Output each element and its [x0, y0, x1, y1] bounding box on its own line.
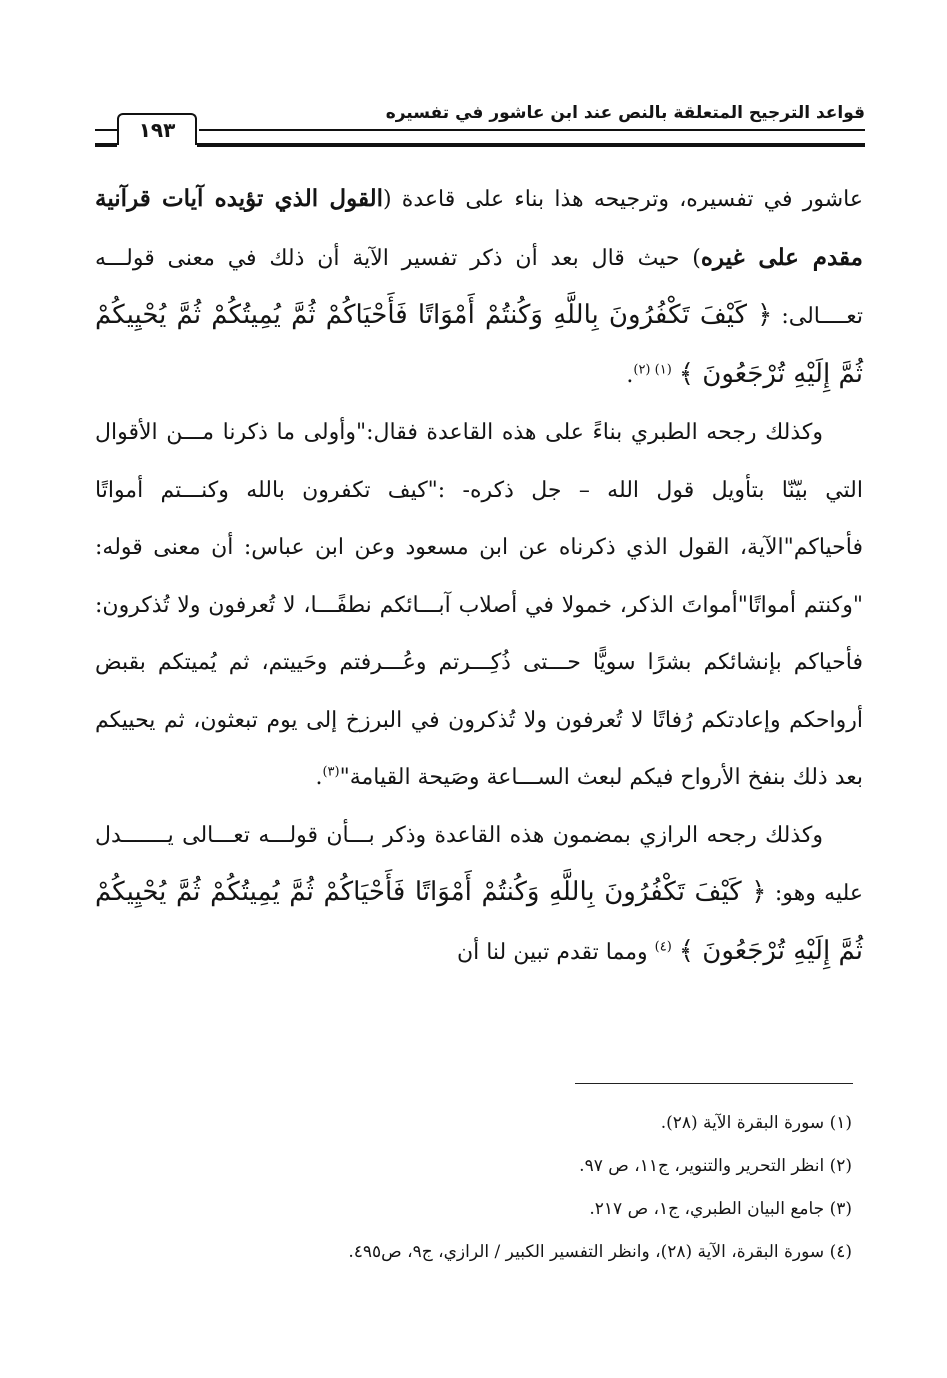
p1-quran-verse: ﴿ كَيْفَ تَكْفُرُونَ بِاللَّهِ وَكُنتُمْ أَمْوَاتًا فَأَحْيَاكُمْ ثُمَّ يُمِيتُكُمْ ثُمَّ يُحْيِيكُمْ ثُمَّ إِلَيْهِ تُرْجَعُونَ ﴾: [95, 300, 863, 389]
p2-footnote-ref: (٣): [322, 764, 340, 780]
header-rule-thin: [199, 129, 865, 131]
paragraph-3: [95, 807, 863, 982]
header-rule-thick-left: [95, 143, 117, 147]
p3-text-1: وكذلك رجحه الرازي بمضمون هذه القاعدة وذكر بـــأن قولـــه تعـــالى يـــــــدل عليه وهو:: [95, 822, 863, 906]
p3-text-2: ومما تقدم تبين لنا أن: [456, 939, 655, 965]
p2-text-2: .: [315, 765, 323, 790]
paragraph-1: [95, 170, 863, 404]
footnotes: [92, 1102, 852, 1274]
footnote-4: (٤) سورة البقرة، الآية (٢٨)، وانظر التفسير الكبير / الرازي، ج٩، ص٤٩٥.: [348, 1242, 852, 1262]
p1-bold-rule: القول الذي تؤيده آيات قرآنية مقدم على غيره: [95, 185, 864, 271]
footnote-2: (٢) انظر التحرير والتنوير، ج١١، ص ٩٧.: [579, 1156, 852, 1176]
footnote-3: (٣) جامع البيان الطبري، ج١، ص ٢١٧.: [589, 1199, 852, 1219]
p2-text-1: وكذلك رجحه الطبري بناءً على هذه القاعدة فقال:"وأولى ما ذكرنا مـــن الأقوال التي بيّنّا بتأويل قول الله – جل ذكره- :"كيف تكفرون بالله وكنـــتم أمواتًا فأحياكم"الآية، القول الذي ذكرناه عن ابن مسعود وعن ابن عباس: أن معنى قوله: "وكنتم أمواتًا"أمواتَ الذكر، خمولا في أصلاب آبـــائكم نطفًـــا، لا تُعرفون ولا تُذكرون: فأحياكم بإنشائكم بشرًا سويًّا حـــتى ذُكِـــرتم وعُـــرفتم وحَييتم، ثم يُميتكم بقبض أرواحكم وإعادتكم رُفاتًا لا تُعرفون ولا تُذكرون في البرزخ إلى يوم تبعثون، ثم يحييكم بعد ذلك بنفخ الأرواح فيكم لبعث الســـاعة وصَيحة القيامة": [95, 420, 863, 790]
main-text: [95, 170, 863, 981]
page-number: ١٩٣: [117, 113, 197, 145]
paragraph-2: [95, 404, 863, 807]
page-header: [95, 95, 865, 147]
p1-footnote-ref: (١) (٢): [633, 362, 672, 378]
footnote-1: (١) سورة البقرة الآية (٢٨).: [660, 1113, 852, 1133]
p3-footnote-ref: (٤): [654, 939, 672, 955]
p1-text-2: ) حيث قال بعد أن ذكر تفسير الآية أن ذلك في معنى قولـــه تعــــالى:: [95, 245, 863, 329]
running-title: قواعد الترجيح المتعلقة بالنص عند ابن عاشور في تفسيره: [385, 103, 865, 123]
footnote-separator: [575, 1083, 853, 1084]
p3-quran-verse: ﴿ كَيْفَ تَكْفُرُونَ بِاللَّهِ وَكُنتُمْ أَمْوَاتًا فَأَحْيَاكُمْ ثُمَّ يُمِيتُكُمْ ثُمَّ يُحْيِيكُمْ ثُمَّ إِلَيْهِ تُرْجَعُونَ ﴾: [95, 877, 863, 966]
p1-text-1: عاشور في تفسيره، وترجيحه هذا بناء على قاعدة (: [383, 187, 863, 212]
header-rule-thick: [197, 143, 865, 147]
p1-text-3: .: [626, 362, 634, 388]
header-rule-thin-left: [95, 129, 117, 131]
